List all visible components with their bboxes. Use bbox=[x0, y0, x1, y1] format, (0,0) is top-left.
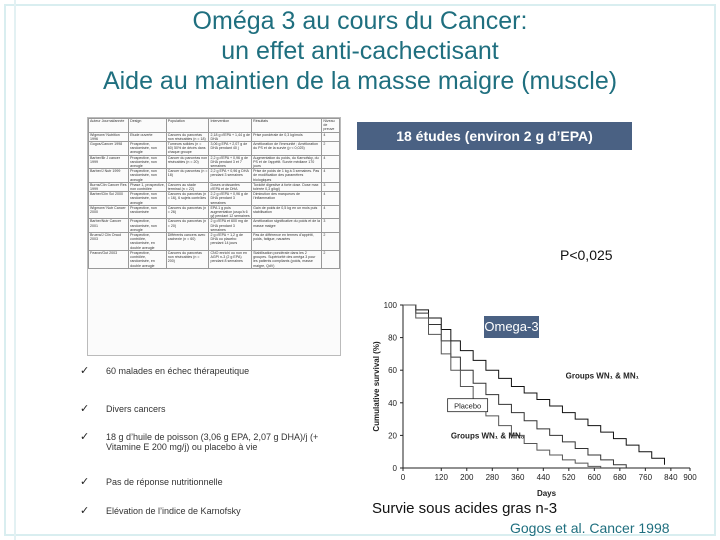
table-cell: Prospective, non randomisée, non aveugle bbox=[129, 155, 167, 169]
table-cell: Prospective, randomisée, non aveugle bbox=[129, 142, 167, 156]
checkmark-icon: ✓ bbox=[80, 476, 90, 488]
table-cell: Wigmore/ Nutrition 1996 bbox=[89, 132, 129, 141]
table-header-cell: Niveau de preuve bbox=[322, 119, 340, 133]
slide-title bbox=[0, 6, 720, 96]
table-cell: Pas de différence en termes d’appétit, poids, fatigue, nausées bbox=[252, 233, 322, 251]
table-row bbox=[89, 142, 340, 156]
table-cell: Doses croissantes d’EPA et de DHA bbox=[209, 182, 252, 191]
x-tick-label: 760 bbox=[638, 473, 653, 482]
table-cell: 2,2 g EPA + 0,96 g DHA pendant 3 semaines bbox=[209, 169, 252, 183]
chart-caption: Survie sous acides gras n-3 bbox=[372, 500, 558, 517]
studies-count-badge: 18 études (environ 2 g d’EPA) bbox=[357, 122, 632, 150]
y-tick-label: 20 bbox=[388, 431, 397, 441]
y-tick-label: 40 bbox=[388, 398, 397, 408]
checkmark-icon: ✓ bbox=[80, 431, 90, 443]
table-cell: Prospective, contrôlée, randomisée, en double aveugle bbox=[129, 233, 167, 251]
table-cell: Augmentation du poids, du Karnofsky, du PS et de l’appétit. Survie médiane 170 jours bbox=[252, 155, 322, 169]
series-annotation: Groups WN₁ & MN₁ bbox=[565, 371, 639, 381]
table-cell: Prospective, randomisée, non aveugle bbox=[129, 219, 167, 233]
table-row bbox=[89, 205, 340, 219]
table-cell: Prospective, non randomisée bbox=[129, 205, 167, 219]
table-header-cell: Résultats bbox=[252, 119, 322, 133]
y-tick-label: 0 bbox=[392, 464, 397, 473]
table-cell: 2 bbox=[322, 142, 340, 156]
table-cell: Diminution des marqueurs de l’inflammation bbox=[252, 192, 322, 206]
table-cell: Amélioration significative du poids et de la masse maigre bbox=[252, 219, 322, 233]
table-row bbox=[89, 132, 340, 141]
table-row bbox=[89, 233, 340, 251]
table-row bbox=[89, 155, 340, 169]
title-line-1: Oméga 3 au cours du Cancer: bbox=[192, 7, 528, 35]
y-axis-label: Cumulative survival (%) bbox=[372, 341, 381, 432]
table-cell: Cancers du pancréas non résécables (n = 200) bbox=[166, 250, 209, 268]
table-cell: Barber/Br J cancer 1999 bbox=[89, 155, 129, 169]
table-cell: Cancer du pancréas non résécables (n = 20) bbox=[166, 155, 209, 169]
table-header-cell: Auteur Journal/année bbox=[89, 119, 129, 133]
y-tick-label: 80 bbox=[388, 333, 397, 343]
x-tick-label: 840 bbox=[664, 473, 678, 482]
omega3-label: Omega-3 bbox=[484, 316, 539, 338]
x-tick-label: 200 bbox=[460, 473, 474, 482]
table-cell: Barber/Clin Sci 2000 bbox=[89, 192, 129, 206]
x-tick-label: 440 bbox=[536, 473, 550, 482]
p-value-label: P<0,025 bbox=[560, 247, 613, 263]
placebo-label: Placebo bbox=[454, 401, 482, 411]
x-tick-label: 360 bbox=[511, 473, 525, 482]
table-cell: 3 bbox=[322, 182, 340, 191]
table-cell: 2 g d’EPA et 600 mg de DHA pendant 3 semaines bbox=[209, 219, 252, 233]
table-cell: EPA 1 g puis augmentation jusqu’à 6 g/j pendant 12 semaines bbox=[210, 205, 250, 219]
table-cell: 2 bbox=[322, 250, 340, 268]
table-header-cell: Design bbox=[129, 119, 167, 133]
table-cell: Prise pondérale de 0,3 kg/mois bbox=[252, 132, 322, 141]
table-cell: Barber/Nutr Cancer 2001 bbox=[89, 219, 129, 233]
x-tick-label: 680 bbox=[613, 473, 627, 482]
table-cell: Cancers du pancréas (n = 26) bbox=[166, 205, 209, 219]
table-cell: 2,18 g d’EPA + 1,44 g de DHA bbox=[210, 132, 251, 141]
table-cell: 2,2 g d’EPA + 0,96 g de DHA pendant 3 semaines bbox=[209, 192, 252, 206]
table-cell: Fearon/Gut 2003 bbox=[89, 250, 129, 268]
table-cell: 2 g d’EPA + 1,2 g de DHA ou placebo pendant 14 jours bbox=[209, 233, 252, 251]
title-line-2: un effet anti-cachectisant bbox=[221, 37, 499, 65]
table-cell: Tumeurs solides (n = 60) 50% de décès dans chaque groupe bbox=[166, 142, 209, 156]
y-tick-label: 100 bbox=[383, 301, 397, 310]
table-cell: Prospective, contrôlée, randomisée, en double aveugle bbox=[129, 250, 167, 268]
x-axis-label: Days bbox=[536, 489, 557, 498]
table-cell: Cancer du pancréas (n = 18) bbox=[166, 169, 209, 183]
table-cell: 2,2 g d’EPA + 0,96 g de DHA pendant 3 et 7 semaines bbox=[209, 155, 252, 169]
bullet-text: Elévation de l’indice de Karnofsky bbox=[106, 506, 241, 516]
series-annotation: Groups WN₁ & MN₀ bbox=[450, 431, 525, 441]
table-cell: Cancers du pancréas (n = 16), 6 sujets contrôles bbox=[166, 192, 209, 206]
table-cell: Phase 1, prospective, non contrôlée bbox=[130, 182, 165, 192]
table-cell: 4 bbox=[322, 155, 340, 169]
table-cell: 3 bbox=[322, 219, 340, 233]
y-tick-label: 60 bbox=[388, 366, 397, 376]
table-header-row bbox=[89, 119, 340, 133]
checkmark-icon: ✓ bbox=[80, 505, 90, 517]
table-cell: 4 bbox=[322, 192, 340, 206]
x-tick-label: 600 bbox=[587, 473, 602, 482]
table-cell: Amélioration de l’immunité ; Amélioration du PS et de la survie (p < 0,025) bbox=[252, 142, 322, 156]
table-cell: Stabilisation pondérale dans les 2 groupes. Supériorité des oméga 3 pour les patients compliants (poids, masse maigre, QdV) bbox=[252, 250, 322, 268]
table-cell: Prise de poids de 1 kg à 3 semaines. Pas de modification des paramètres biologiques bbox=[252, 169, 322, 183]
table-cell: 4 bbox=[322, 132, 340, 141]
title-line-3: Aide au maintien de la masse maigre (muscle) bbox=[102, 67, 618, 95]
table-header-cell: Intervention bbox=[209, 119, 252, 133]
table-cell: Prospective, non randomisée, non aveugle bbox=[129, 192, 167, 206]
table-row bbox=[89, 192, 340, 206]
table-cell: Barber/J Nutr 1999 bbox=[89, 169, 129, 183]
studies-table bbox=[87, 117, 341, 356]
x-tick-label: 900 bbox=[683, 473, 697, 482]
bullet-text: 18 g d’huile de poisson (3,06 g EPA, 2,07 g DHA)/j (+ Vitamine E 200 mg/j) ou placebo à vie bbox=[106, 432, 319, 452]
table-row bbox=[89, 169, 340, 183]
table-cell: Cancers du pancréas non résécables (n = 18) bbox=[166, 132, 209, 141]
table-row bbox=[89, 219, 340, 233]
x-tick-label: 520 bbox=[562, 473, 576, 482]
table-cell: Wigmore/ Nutr Cancer 2000 bbox=[89, 205, 129, 219]
table-cell: Prospective, non randomisée, non aveugle bbox=[129, 169, 167, 183]
bullet-text: Divers cancers bbox=[106, 404, 166, 414]
table-cell: Différents cancers avec cachexie (n = 60) bbox=[166, 233, 209, 251]
table-cell: Cancers du pancréas (n = 20) bbox=[166, 219, 209, 233]
table-cell: 4 bbox=[322, 205, 340, 219]
table-cell: 2 bbox=[322, 233, 340, 251]
table-header-cell: Population bbox=[166, 119, 209, 133]
x-tick-label: 120 bbox=[434, 473, 448, 482]
bullet-text: Pas de réponse nutritionnelle bbox=[106, 477, 223, 487]
table-cell: Cancers au stade terminal (n = 22) bbox=[166, 182, 209, 191]
checkmark-icon: ✓ bbox=[80, 365, 90, 377]
table-cell: Gain de poids de 0,5 kg en un mois puis stabilisation bbox=[252, 205, 322, 219]
x-tick-label: 0 bbox=[400, 473, 406, 482]
table-cell: Bruera/J Clin Oncol 2003 bbox=[89, 233, 129, 251]
checkmark-icon: ✓ bbox=[80, 403, 90, 415]
table-cell: Burns/Clin Cancer Res 1999 bbox=[89, 182, 129, 191]
table-row bbox=[89, 250, 340, 268]
table-cell: Gogos/Cancer 1998 bbox=[89, 142, 129, 156]
table-cell: Toxicité digestive à forte dose. Dose max tolérée 0,3 g/kg/j bbox=[252, 182, 322, 191]
table-cell: 4 bbox=[322, 169, 340, 183]
x-tick-label: 280 bbox=[485, 473, 499, 482]
table-cell: 3,06 g EPA + 2,07 g de DHA pendant 40 j bbox=[209, 142, 252, 156]
table-cell: Etude ouverte bbox=[129, 132, 167, 141]
table-row bbox=[89, 182, 340, 191]
reference-citation: Gogos et al. Cancer 1998 bbox=[510, 520, 670, 536]
bullet-text: 60 malades en échec thérapeutique bbox=[106, 366, 250, 376]
table-cell: CNO enrichi ou non en AGPI n-3 (2 g EPA) pendant 8 semaines bbox=[209, 250, 252, 268]
